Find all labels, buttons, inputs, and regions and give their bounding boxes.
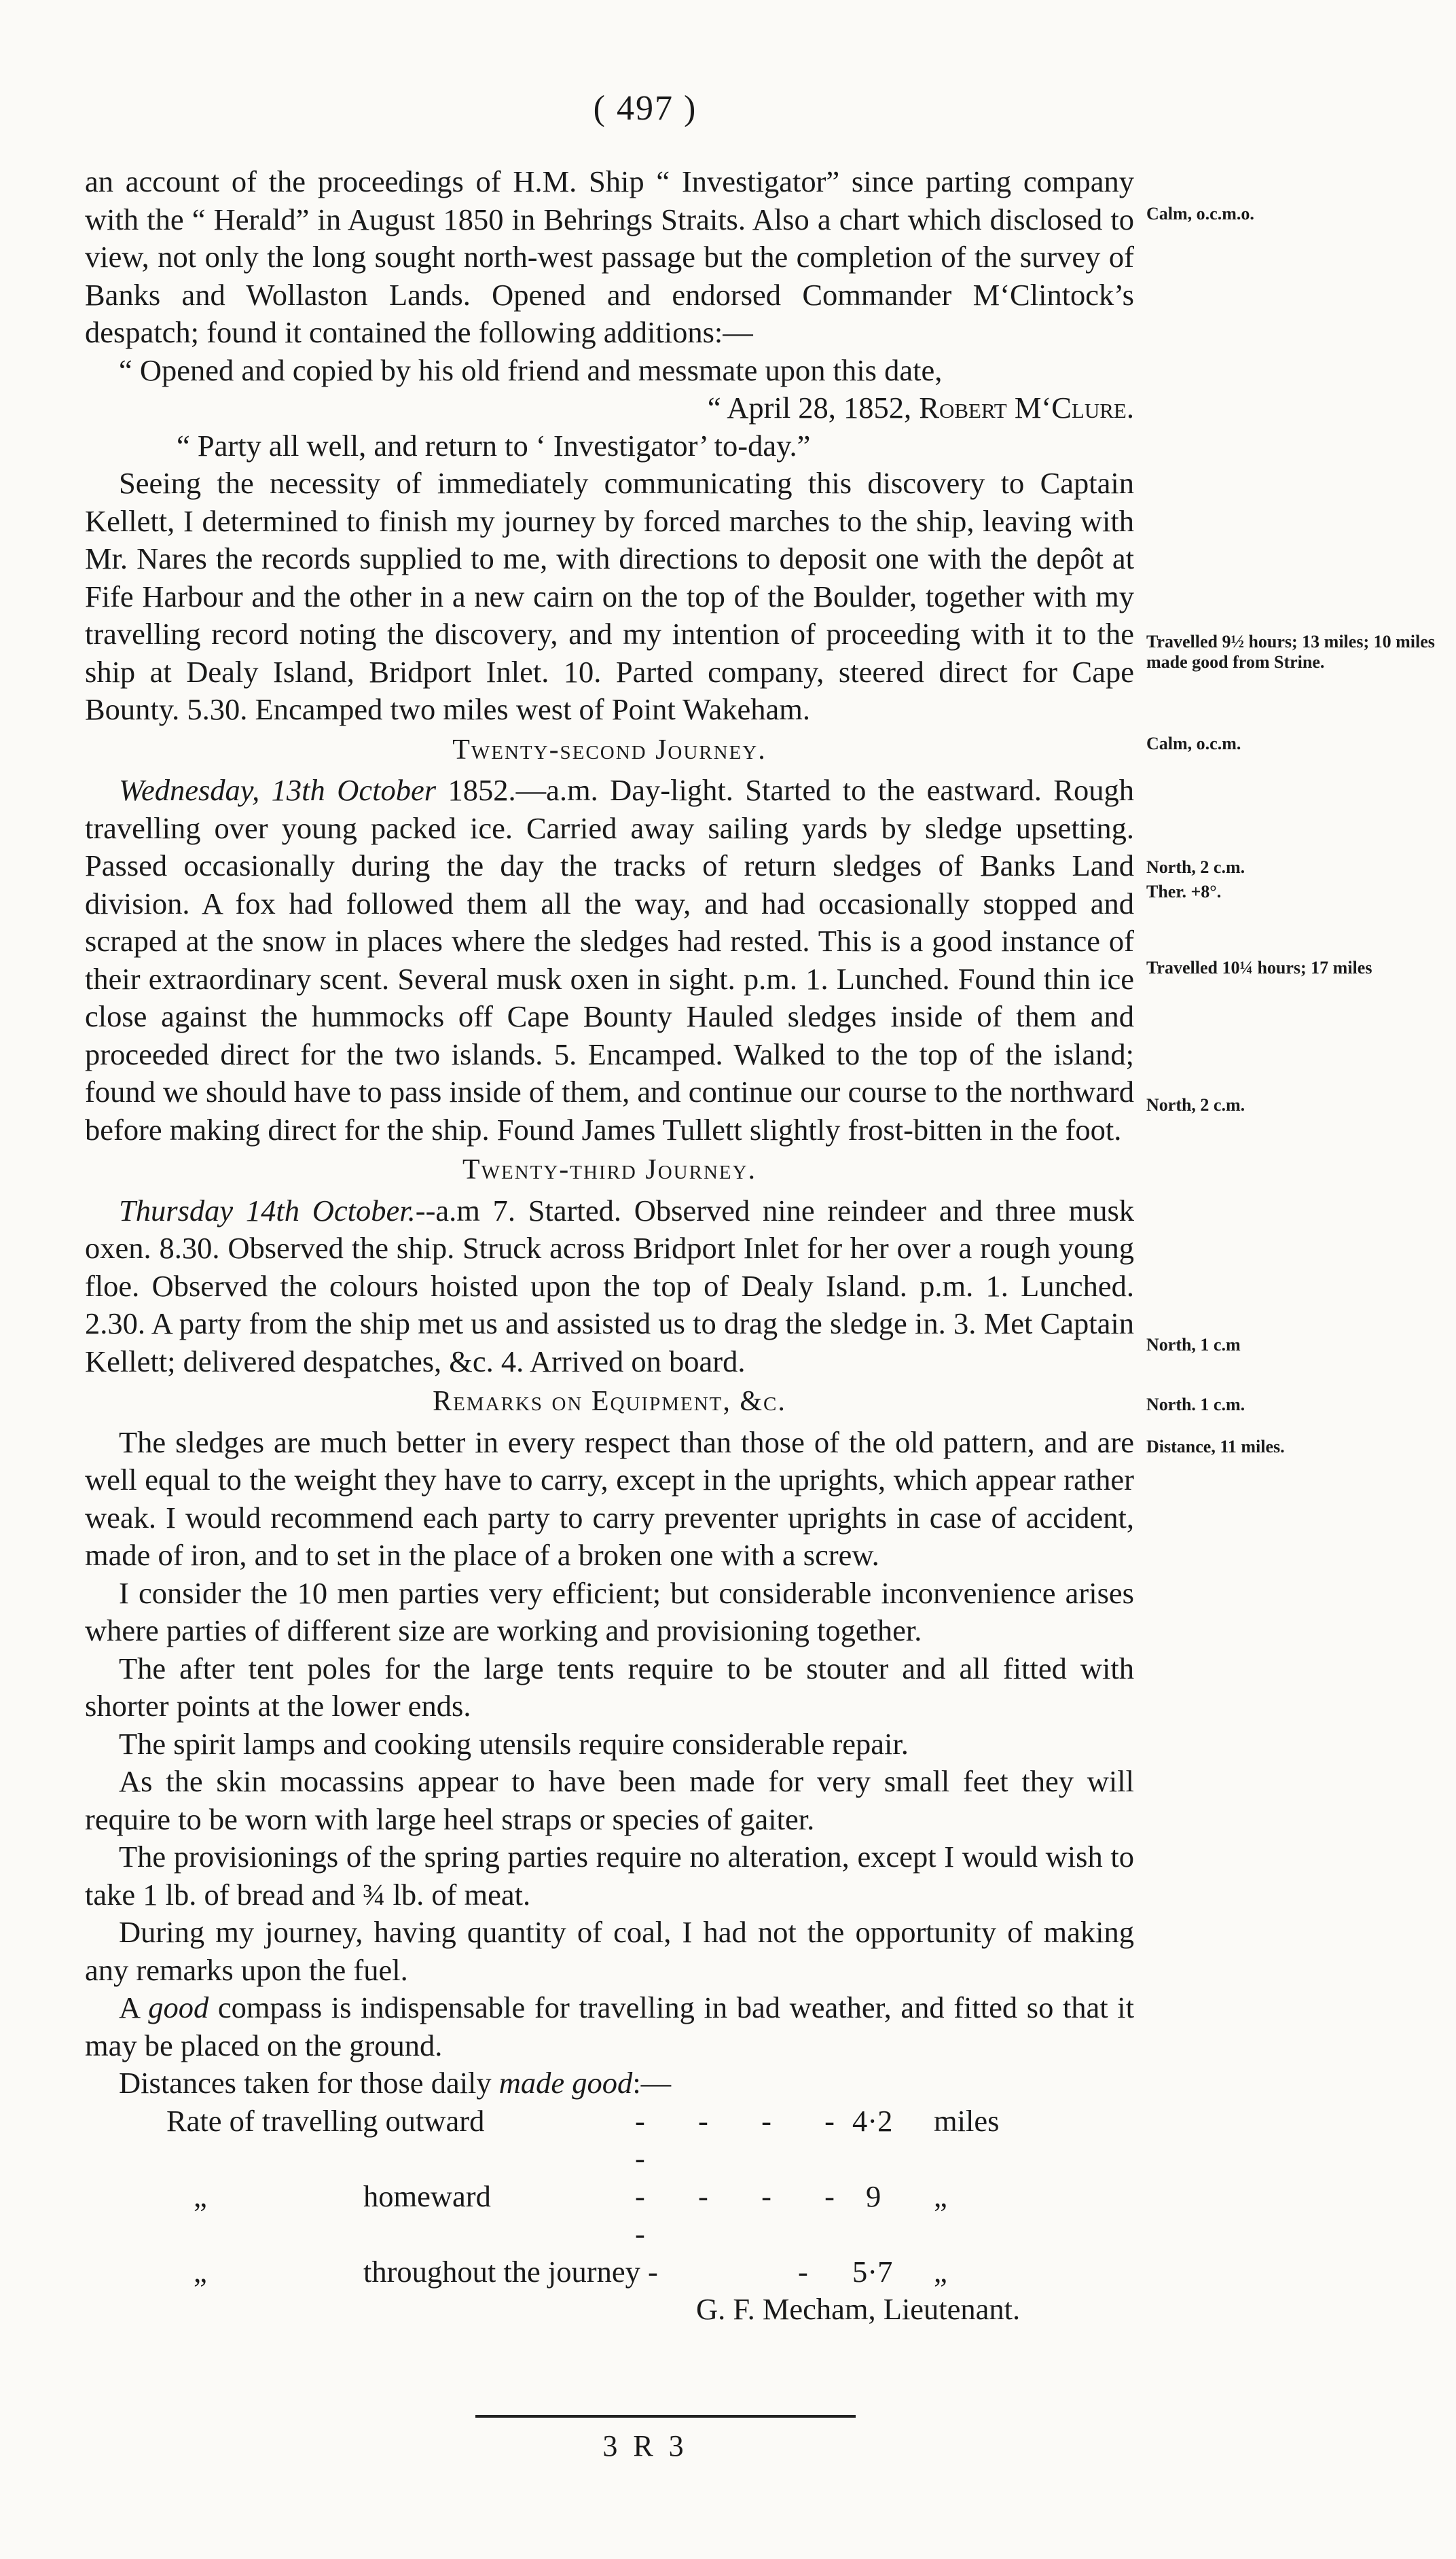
paragraph: As the skin mocassins appear to have been made for very small feet they will require to be worn with large heel straps or species of gaiter. — [85, 1764, 1134, 1836]
emphasis: made good — [498, 2066, 633, 2100]
paragraph — [85, 2064, 1134, 2102]
distance-value: 9 — [866, 2179, 881, 2213]
margin-note: Calm, o.c.m.o. — [1146, 204, 1254, 223]
margin-note: Calm, o.c.m. — [1146, 734, 1241, 753]
paragraph: Seeing the necessity of immediately communicating this discovery to Captain Kellett, I determined to finish my journey by forced marches to the ship, leaving with Mr. Nares the records supplied to me, with directions to deposit one with the depôt at Fife Harbour and the other in a new cairn on the top of the Boulder, together with my travelling record noting the discovery, and my intention of proceeding with it to the ship at Dealy Island, Bridport Inlet. 10. Parted company, steered direct for Cape Bounty. 5.30. Encamped two miles west of Point Wakeham. — [85, 466, 1134, 726]
paragraph: The provisionings of the spring parties require no alteration, except I would wish to take 1 lb. of bread and ¾ lb. of meat. — [85, 1840, 1134, 1912]
section-heading: Twenty-third Journey. — [462, 1154, 757, 1185]
main-text-column — [85, 163, 1134, 2329]
section-heading: Remarks on Equipment, &c. — [433, 1386, 786, 1417]
signature: G. F. Mecham, Lieutenant. — [696, 2292, 1021, 2326]
quote-signature: Robert M‘Clure. — [919, 391, 1134, 425]
text-run: Distances taken for those daily — [119, 2066, 499, 2100]
text-run: compass is indispensable for travelling in bad weather, and fitted so that it may be placed on the ground. — [85, 1990, 1134, 2062]
distance-row — [166, 2253, 1134, 2291]
distance-row — [166, 2102, 1134, 2178]
margin-note: North, 2 c.m. — [1146, 857, 1245, 877]
paragraph-quote: “ Opened and copied by his old friend and messmate upon this date, — [119, 353, 943, 387]
journey-date: Thursday 14th October. — [119, 1193, 416, 1228]
emphasis: good — [148, 1990, 209, 2024]
paragraph — [85, 1192, 1134, 1381]
signature-mark: 3 R 3 — [602, 2429, 688, 2463]
margin-note: Travelled 9½ hours; 13 miles; 10 miles made good from Strine. — [1146, 632, 1435, 672]
distance-unit: miles — [934, 2103, 1000, 2138]
paragraph: The spirit lamps and cooking utensils require considerable repair. — [119, 1726, 909, 1761]
distance-dashes: - — [798, 2254, 826, 2289]
distance-unit: „ — [934, 2254, 947, 2289]
paragraph: an account of the proceedings of H.M. Ship “ Investigator” since parting company with the “ Herald” in August 1850 in Behrings Straits. Also a chart which disclosed to view, not only the long sought north-west passage but the completion of the survey of Banks and Wollaston Lands. Opened and endorsed Commander M‘Clintock’s despatch; found it contained the following additions:— — [85, 164, 1134, 349]
journey-text: --a.m 7. Started. Observed nine reindeer and three musk oxen. 8.30. Observed the ship. Struck across Bridport Inlet for her over a rough young floe. Observed the colours hoisted upon the top of Dealy Island. p.m. 1. Lunched. 2.30. A party from the ship met us and assisted us to drag the sledge in. 3. Met Captain Kellett; delivered despatches, &c. 4. Arrived on board. — [85, 1193, 1135, 1378]
distance-dashes: - - - - - — [635, 2103, 852, 2175]
footer-rule — [475, 2415, 856, 2418]
paragraph: During my journey, having quantity of coal, I had not the opportunity of making any remarks upon the fuel. — [85, 1915, 1134, 1987]
distance-label: homeward — [363, 2179, 491, 2213]
paragraph-quote: “ Party all well, and return to ‘ Investigator’ to-day.” — [177, 428, 811, 463]
distance-unit: „ — [934, 2179, 947, 2213]
journey-text: 1852.—a.m. Day-light. Started to the eastward. Rough travelling over young packed ice. Carried away sailing yards by sledge upsetting. Passed occasionally during the day the tracks of return sledges of Banks Land division. A fox had followed them all the way, and had occasionally stopped and scraped at the snow in places where the sledges had rested. This is a good instance of their extraordinary scent. Several musk oxen in sight. p.m. 1. Lunched. Found thin ice close against the hummocks off Cape Bounty Hauled sledges inside of them and proceeded direct for the two islands. 5. Encamped. Walked to the top of the island; found we should have to pass inside of them, and continue our course to the northward before making direct for the ship. Found James Tullett slightly frost-bitten in the foot. — [85, 773, 1134, 1147]
quote-date: “ April 28, 1852, — [707, 391, 912, 425]
paragraph: The sledges are much better in every respect than those of the old pattern, and are well equal to the weight they have to carry, except in the uprights, which appear rather weak. I would recommend each party to carry preventer uprights in case of accident, made of iron, and to set in the place of a broken one with a screw. — [85, 1425, 1134, 1572]
journey-date: Wednesday, 13th October — [119, 773, 437, 807]
distance-row — [166, 2178, 1134, 2253]
paragraph: The after tent poles for the large tents require to be stouter and all fitted with shorter points at the lower ends. — [85, 1651, 1134, 1723]
distance-label: Rate of travelling outward — [166, 2103, 485, 2138]
distance-table — [85, 2102, 1134, 2291]
paragraph — [85, 1989, 1134, 2064]
distance-label: throughout the journey - — [363, 2254, 658, 2289]
page-number: ( 497 ) — [593, 89, 697, 128]
quote-signature-line — [85, 389, 1134, 427]
text-run: A — [119, 1990, 149, 2024]
margin-note: Travelled 10¼ hours; 17 miles — [1146, 958, 1372, 978]
distance-value: 5·7 — [852, 2254, 893, 2289]
margin-note: Distance, 11 miles. — [1146, 1437, 1285, 1456]
distance-value: 4·2 — [852, 2103, 893, 2138]
ditto-mark: „ — [194, 2179, 207, 2213]
paragraph — [85, 772, 1134, 1149]
margin-note: Ther. +8°. — [1146, 882, 1222, 901]
margin-note: North, 2 c.m. — [1146, 1095, 1245, 1115]
section-heading: Twenty-second Journey. — [452, 734, 767, 766]
text-run: :— — [632, 2066, 672, 2100]
paragraph: I consider the 10 men parties very efficient; but considerable inconvenience arises where parties of different size are working and provisioning together. — [85, 1575, 1134, 1647]
ditto-mark: „ — [194, 2254, 207, 2289]
distance-dashes: - - - - - — [635, 2179, 852, 2251]
margin-note: North, 1 c.m — [1146, 1335, 1241, 1355]
margin-note: North. 1 c.m. — [1146, 1395, 1245, 1414]
